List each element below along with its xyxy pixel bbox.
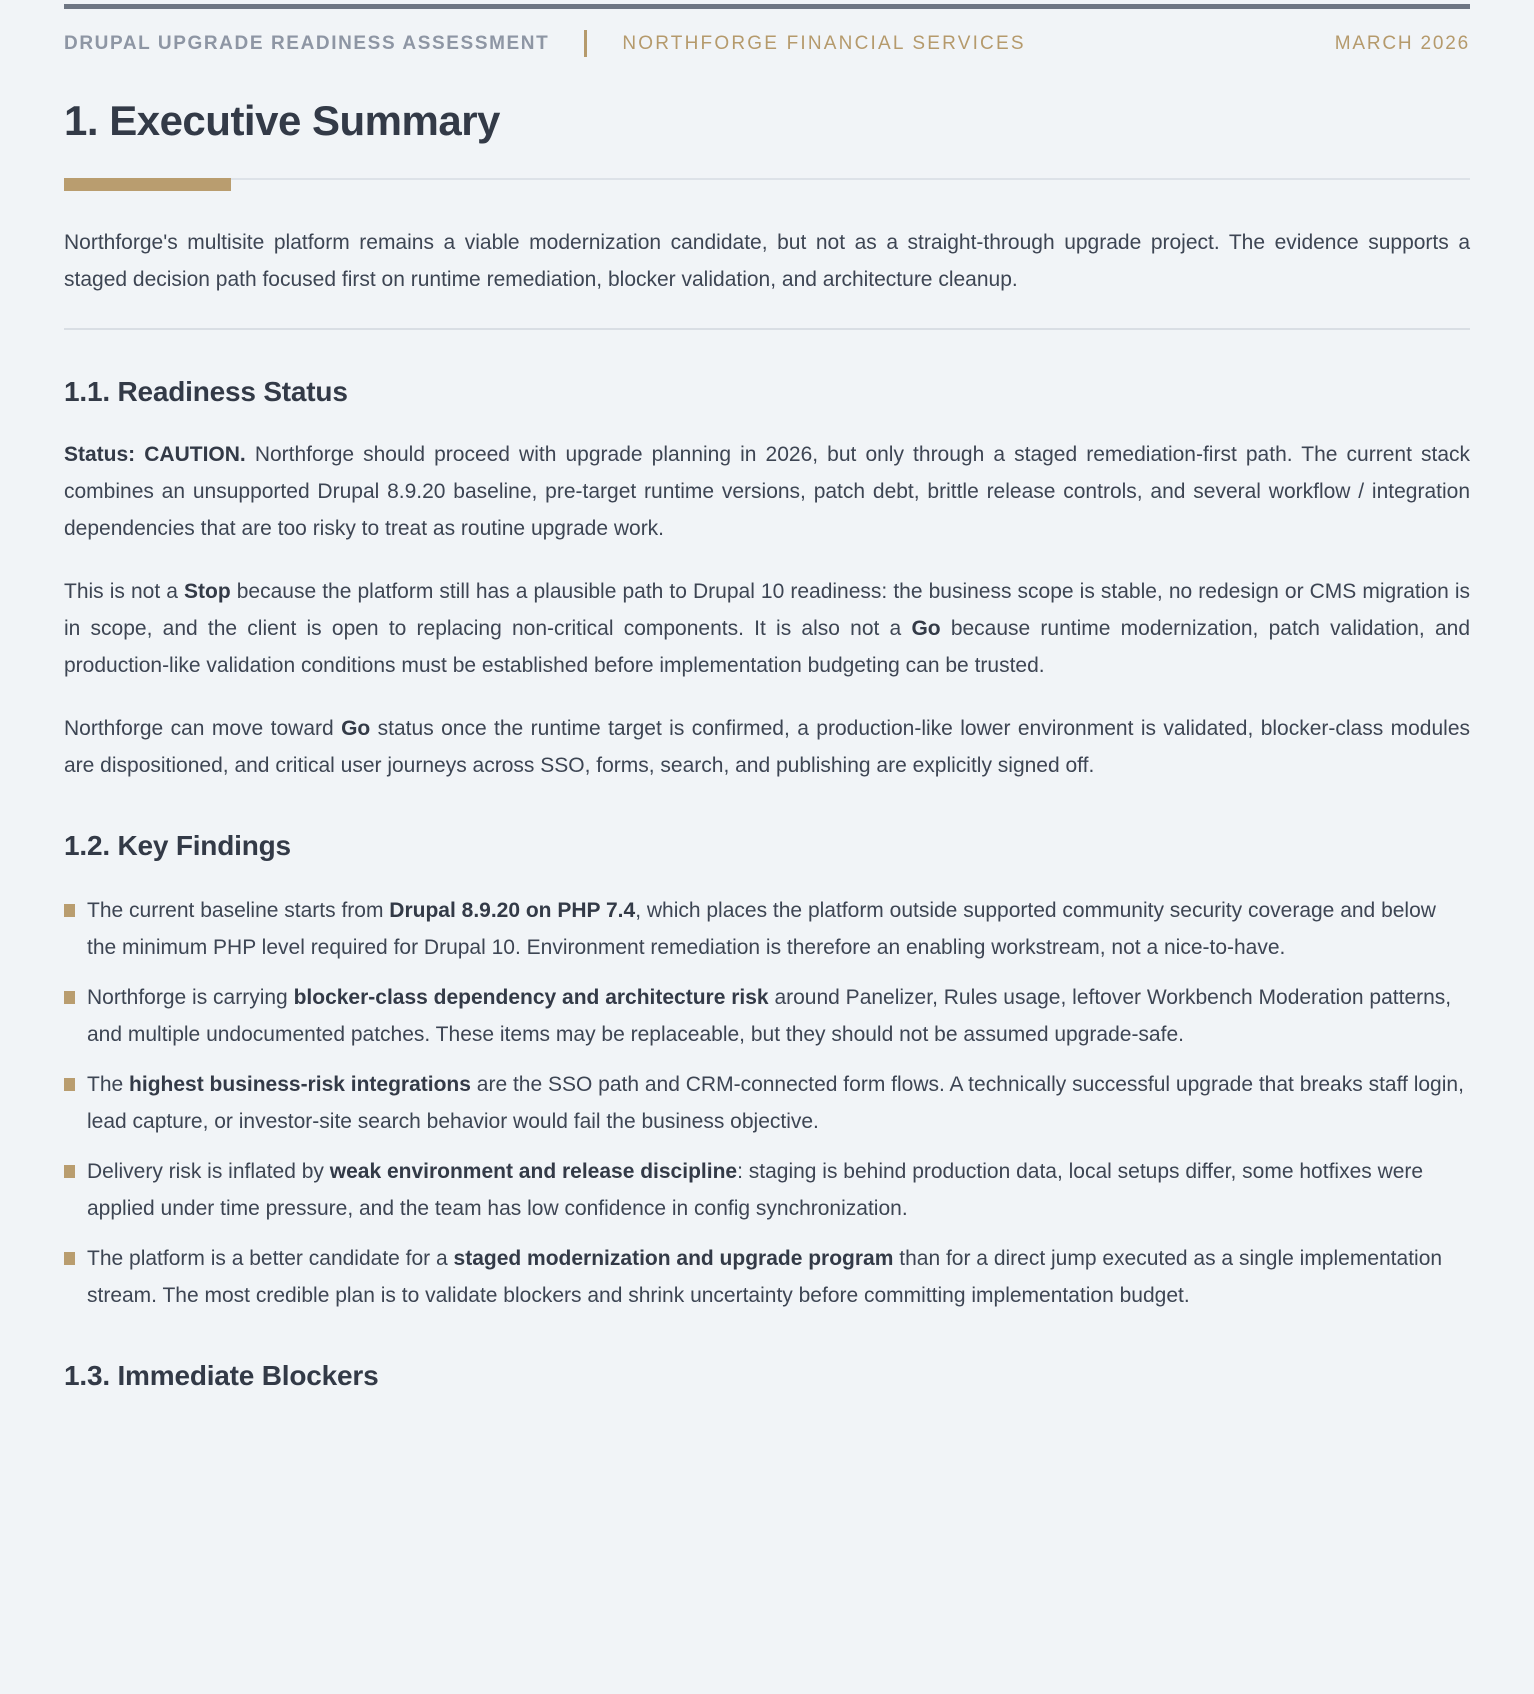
section-heading-key-findings: 1.2. Key Findings — [64, 830, 291, 861]
finding-item — [64, 1066, 1470, 1140]
finding-text: The highest business-risk integrations are the SSO path and CRM-connected form flows. A technically successful upgrade that breaks staff login, lead capture, or investor-site search behavior would fail the business objective. — [87, 1073, 1464, 1133]
client-name: NORTHFORGE FINANCIAL SERVICES — [622, 32, 1026, 54]
bullet-square-icon — [64, 991, 75, 1004]
report-date: MARCH 2026 — [1334, 32, 1470, 54]
bullet-square-icon — [64, 1078, 75, 1091]
finding-text: Northforge is carrying blocker-class dependency and architecture risk around Panelizer, Rules usage, leftover Workbench Moderation patterns, and multiple undocumented patches. These items may be replaceable, but they should not be assumed upgrade-safe. — [87, 986, 1452, 1046]
report-page — [0, 4, 1534, 1392]
finding-text: The current baseline starts from Drupal 8.9.20 on PHP 7.4, which places the platform outside supported community security coverage and below the minimum PHP level required for Drupal 10. Environment remediation is therefore an enabling workstream, not a nice-to-have. — [87, 899, 1436, 959]
finding-text: The platform is a better candidate for a staged modernization and upgrade program than for a direct jump executed as a single implementation stream. The most credible plan is to validate blockers and shrink uncertainty before committing implementation budget. — [87, 1247, 1443, 1307]
section-immediate-blockers — [64, 1360, 1470, 1392]
accent-block — [64, 178, 231, 191]
section-heading-readiness-status: 1.1. Readiness Status — [64, 376, 348, 407]
key-findings-list — [64, 892, 1470, 1314]
section-heading-immediate-blockers: 1.3. Immediate Blockers — [64, 1360, 379, 1391]
readiness-paragraph: Northforge can move toward Go status once the runtime target is confirmed, a production-like lower environment is validated, blocker-class modules are dispositioned, and critical user journeys across SSO, forms, search, and publishing are explicitly signed off. — [64, 717, 1471, 777]
bullet-square-icon — [64, 1165, 75, 1178]
bullet-square-icon — [64, 1252, 75, 1265]
accent-rule — [64, 178, 1470, 193]
finding-item — [64, 1153, 1470, 1227]
document-title: DRUPAL UPGRADE READINESS ASSESSMENT — [64, 32, 550, 54]
section-divider — [64, 328, 1470, 330]
finding-item — [64, 979, 1470, 1053]
bullet-square-icon — [64, 904, 75, 917]
finding-item — [64, 892, 1470, 966]
readiness-paragraph: This is not a Stop because the platform still has a plausible path to Drupal 10 readiness: the business scope is stable, no redesign or CMS migration is in scope, and the client is open to replacing non-critical components. It is also not a Go because runtime modernization, patch validation, and production-like validation conditions must be established before implementation budgeting can be trusted. — [64, 580, 1470, 677]
header-divider — [584, 30, 587, 57]
finding-item — [64, 1240, 1470, 1314]
intro-paragraph: Northforge's multisite platform remains a viable modernization candidate, but not as a straight-through upgrade project. The evidence supports a staged decision path focused first on runtime remediation, blocker validation, and architecture cleanup. — [64, 231, 1470, 291]
page-title: 1. Executive Summary — [64, 97, 500, 144]
top-rule — [64, 4, 1470, 9]
section-key-findings — [64, 830, 1470, 1314]
document-header — [64, 30, 1470, 57]
readiness-paragraph: Status: CAUTION. Northforge should proceed with upgrade planning in 2026, but only through a staged remediation-first path. The current stack combines an unsupported Drupal 8.9.20 baseline, pre-target runtime versions, patch debt, brittle release controls, and several workflow / integration dependencies that are too risky to treat as routine upgrade work. — [64, 443, 1471, 540]
finding-text: Delivery risk is inflated by weak environment and release discipline: staging is behind production data, local setups differ, some hotfixes were applied under time pressure, and the team has low confidence in config synchronization. — [87, 1160, 1424, 1220]
section-readiness-status — [64, 376, 1470, 784]
